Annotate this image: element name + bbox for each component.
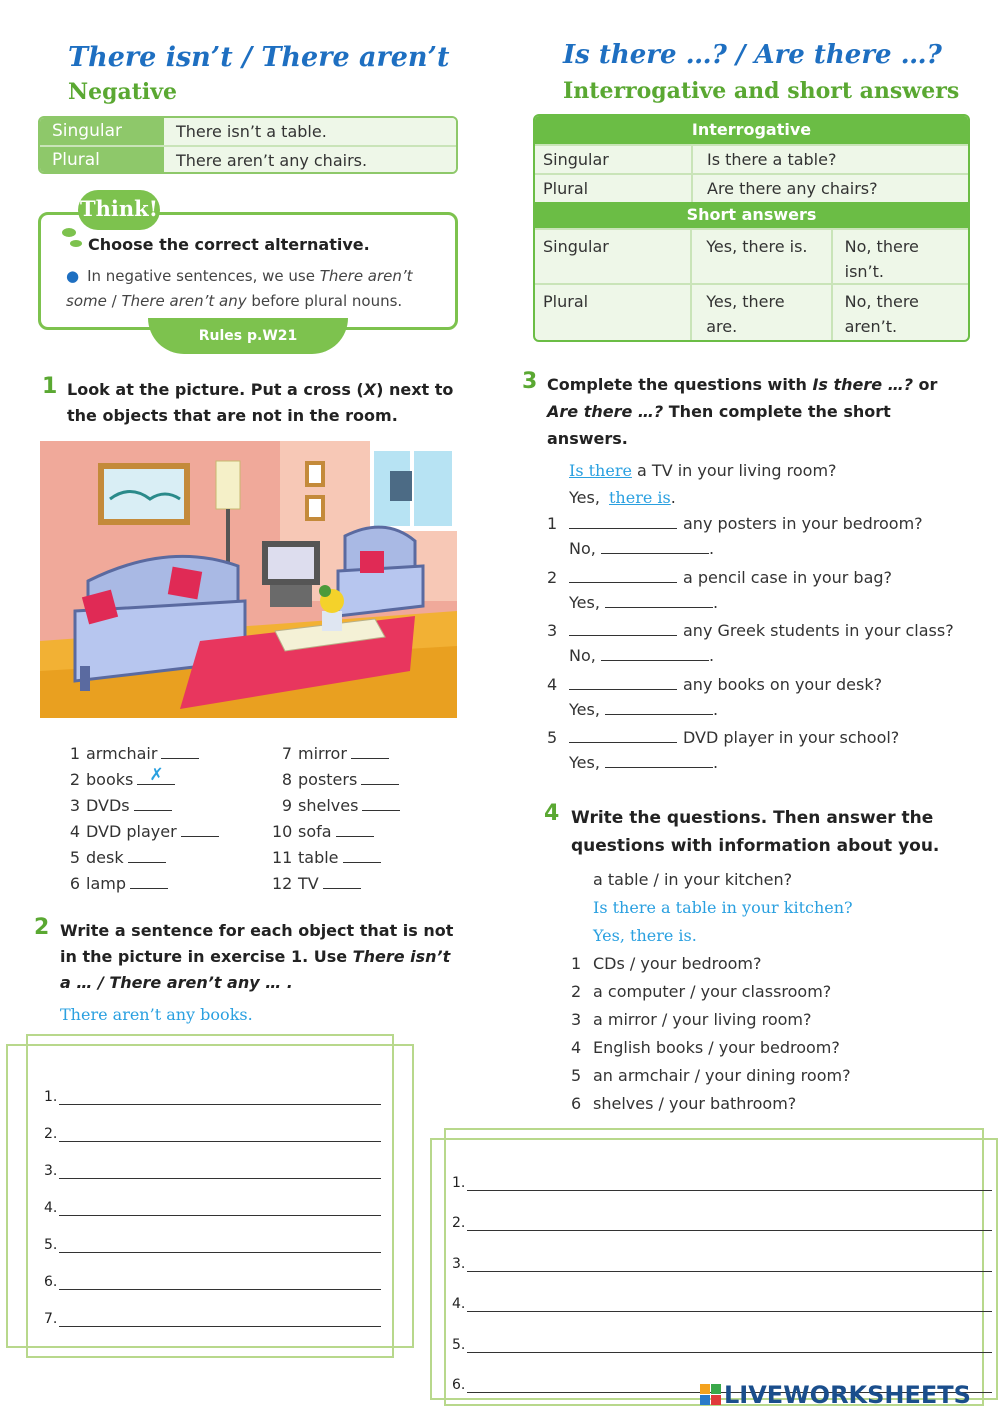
answer-line[interactable] [44, 1068, 381, 1105]
line-number: 3. [44, 1163, 58, 1179]
row-example [164, 147, 456, 172]
line-number: 2. [44, 1126, 58, 1142]
interrogative-table [533, 114, 970, 342]
question-number: 4 [547, 674, 558, 694]
example-question: Is there a table in your kitchen? [593, 898, 853, 917]
line-number: 6. [452, 1377, 466, 1393]
example-answer: Yes, there is. [593, 926, 697, 945]
item-label: sofa [298, 822, 332, 841]
item-label: DVDs [86, 796, 130, 815]
think-heading: Choose the correct alternative. [88, 235, 370, 254]
items-column-1 [60, 744, 219, 900]
answer-line: No, . [569, 539, 715, 558]
list-item [272, 770, 400, 796]
answer-line: Yes, . [569, 753, 719, 772]
item-number: 5 [571, 1066, 582, 1085]
item-number: 2 [69, 770, 80, 789]
question-blank[interactable] [569, 515, 677, 529]
exercise-3-instruction [547, 371, 967, 452]
item-text: CDs / your bedroom? [593, 954, 762, 973]
answer-blank[interactable] [605, 701, 713, 715]
answer-line[interactable] [44, 1179, 381, 1216]
answer-line[interactable] [44, 1253, 381, 1290]
question-line [547, 675, 954, 694]
row-example [693, 175, 968, 202]
list-item [571, 1010, 851, 1038]
right-title: Is there …? / Are there …? [563, 40, 942, 70]
question-line [547, 728, 954, 747]
question-text: any books on your desk? [683, 674, 883, 694]
question-blank[interactable] [569, 569, 677, 583]
item-number: 5 [69, 848, 80, 867]
answer-blank[interactable] [134, 797, 172, 811]
list-item [60, 744, 219, 770]
right-subtitle: Interrogative and short answers [563, 78, 960, 104]
answer-blank[interactable] [601, 540, 709, 554]
item-label: TV [298, 874, 319, 893]
answer-blank[interactable] [323, 875, 361, 889]
example-rest: a table? [767, 150, 837, 169]
row-example [164, 118, 456, 145]
item-text: English books / your bedroom? [593, 1038, 840, 1057]
answer-line[interactable] [452, 1150, 992, 1191]
logo-icon [700, 1384, 722, 1406]
item-text: a mirror / your living room? [593, 1010, 812, 1029]
answer-blank[interactable] [130, 875, 168, 889]
line-number: 5. [452, 1336, 466, 1353]
instruction-text: Look at the picture. Put a cross ( [67, 380, 364, 399]
living-room-picture [40, 441, 457, 718]
left-title: There isn’t / There aren’t [68, 42, 450, 73]
question-text: any Greek students in your class? [683, 621, 954, 640]
row-label: Plural [40, 147, 164, 172]
line-rule [59, 1104, 381, 1105]
line-number: 5. [44, 1237, 58, 1253]
item-number: 6 [571, 1094, 582, 1113]
cross-mark: ✗ [149, 765, 164, 785]
answer-blank[interactable] [361, 771, 399, 785]
item-label: desk [86, 848, 124, 867]
list-item [60, 765, 219, 796]
line-number: 4. [44, 1200, 58, 1216]
row-label: Plural [535, 175, 693, 202]
answer-prefix: No, [569, 646, 596, 665]
instruction-pattern: There isn’t a … / There aren’t any … . [60, 947, 451, 992]
item-number: 2 [571, 982, 582, 1001]
list-item [60, 796, 219, 822]
question-item [547, 621, 954, 675]
negative-table [38, 116, 458, 174]
line-number: 3. [452, 1255, 466, 1272]
line-rule [59, 1326, 381, 1327]
negative-row-plural [40, 145, 456, 172]
question-blank[interactable] [569, 676, 677, 690]
item-number: 7 [281, 744, 292, 763]
instruction-text: ) next to the objects that are not in the room. [67, 380, 454, 425]
list-item [60, 822, 219, 848]
item-number: 1 [69, 744, 80, 763]
exercise-number: 2 [34, 915, 50, 940]
line-number: 7. [44, 1311, 58, 1327]
list-item [571, 1038, 851, 1066]
answer-blank[interactable] [161, 745, 199, 759]
rules-tab[interactable]: Rules p.W21 [148, 318, 348, 354]
example-fill: there is [609, 488, 671, 507]
answer-line[interactable] [452, 1272, 992, 1313]
item-text: a computer / your classroom? [593, 982, 832, 1001]
line-rule [59, 1215, 381, 1216]
example-question [569, 461, 837, 480]
list-item [571, 1066, 851, 1094]
line-rule [467, 1190, 992, 1191]
list-item [571, 1094, 851, 1122]
question-number: 1 [547, 514, 558, 533]
item-number: 3 [571, 1010, 582, 1029]
answer-blank[interactable] [351, 745, 389, 759]
answer-blank[interactable] [601, 647, 709, 661]
bullet-dot-icon: ● [66, 267, 80, 285]
line-number: 4. [452, 1296, 466, 1312]
items-column-2 [272, 744, 400, 900]
question-text: any posters in your bedroom? [683, 514, 923, 533]
exercise-number: 3 [522, 369, 538, 394]
short-answer-no: No, there isn’t. [831, 230, 968, 283]
answer-line[interactable] [452, 1191, 992, 1232]
item-number: 11 [272, 848, 293, 867]
row-label: Singular [40, 118, 164, 145]
short-answer-yes: Yes, there is. [706, 237, 808, 256]
list-item [60, 874, 219, 900]
instruction-pattern: Is there …? [812, 375, 913, 394]
interrogative-row-plural [535, 173, 968, 202]
exercise-2-example: There aren’t any books. [60, 1005, 253, 1024]
question-number: 2 [547, 567, 558, 587]
question-line [547, 568, 954, 587]
line-number: 1. [452, 1174, 466, 1191]
line-number: 2. [452, 1215, 466, 1231]
bullet-option: There aren’t any [121, 292, 247, 310]
answer-blank[interactable] [336, 823, 374, 837]
exercise-4-items [571, 954, 851, 1122]
table-header: Interrogative [535, 116, 968, 144]
list-item [272, 822, 400, 848]
answer-line: No, . [569, 646, 715, 665]
answer-blank[interactable] [343, 849, 381, 863]
line-rule [467, 1311, 992, 1312]
answer-blank[interactable] [181, 823, 219, 837]
item-number: 8 [281, 770, 292, 789]
row-label: Plural [535, 285, 692, 340]
instruction-text: Write a sentence for each object that is not in the picture in exercise 1. Use [60, 921, 454, 966]
example-fill: Is there [569, 461, 632, 480]
answer-blank[interactable] [605, 594, 713, 608]
item-number: 4 [69, 822, 80, 841]
list-item [272, 796, 400, 822]
item-number: 1 [571, 954, 582, 973]
instruction-pattern: Are there …? [547, 402, 664, 421]
bullet-text: / [106, 292, 122, 310]
question-item [547, 514, 954, 568]
item-label: DVD player [86, 822, 177, 841]
question-number: 3 [547, 621, 558, 640]
line-rule [467, 1271, 992, 1272]
answer-line: Yes, . [569, 592, 719, 612]
item-number: 12 [272, 874, 293, 893]
list-item [272, 874, 400, 900]
item-label: lamp [86, 874, 126, 893]
answer-line[interactable] [44, 1105, 381, 1142]
answer-prefix: Yes, [569, 592, 600, 612]
table-header: Short answers [535, 202, 968, 228]
line-rule [467, 1230, 992, 1231]
answer-line[interactable] [44, 1290, 381, 1327]
instruction-text: Then complete the short answers. [547, 402, 891, 448]
example-verb: Are there [707, 179, 782, 198]
example-verb: There aren’t [176, 151, 275, 170]
bullet-text: In negative sentences, we use [87, 267, 320, 285]
row-label: Singular [535, 230, 692, 283]
answer-text: . [670, 488, 676, 507]
instruction-text: Complete the questions with [547, 375, 813, 394]
question-text: a TV in your living room? [631, 461, 837, 480]
answer-line[interactable] [452, 1231, 992, 1272]
item-label: shelves [298, 796, 359, 815]
question-blank[interactable] [569, 622, 677, 636]
answer-line[interactable] [44, 1216, 381, 1253]
left-subtitle: Negative [68, 79, 178, 105]
bullet-text: before plural nouns. [246, 292, 403, 310]
question-blank[interactable] [569, 729, 677, 743]
list-item [60, 848, 219, 874]
example-rest: any chairs. [274, 151, 368, 170]
example-verb: There isn’t [176, 122, 262, 141]
answer-lines-ex4 [452, 1150, 992, 1393]
bubble-dot [70, 240, 82, 247]
answer-line[interactable] [44, 1142, 381, 1179]
answer-blank[interactable] [128, 849, 166, 863]
short-answer-no: No, there aren’t. [831, 285, 968, 340]
item-number: 4 [571, 1038, 582, 1057]
exercise-2-instruction [60, 918, 460, 996]
line-rule [59, 1178, 381, 1179]
item-label: armchair [86, 744, 158, 763]
example-prompt: a table / in your kitchen? [593, 870, 793, 889]
answer-blank[interactable] [362, 797, 400, 811]
question-item [547, 675, 954, 729]
short-answer-yes: Yes, there are. [706, 292, 785, 336]
example-rest: any chairs? [781, 179, 878, 198]
negative-row-singular [40, 118, 456, 145]
short-answer-row-singular [535, 228, 968, 283]
answer-prefix: Yes, [569, 753, 600, 772]
answer-prefix: No, [569, 539, 596, 558]
interrogative-row-singular [535, 144, 968, 173]
exercise-number: 4 [544, 801, 560, 826]
answer-line[interactable] [452, 1312, 992, 1353]
bullet-option: There aren’t some [66, 267, 413, 310]
question-text: DVD player in your school? [683, 728, 900, 747]
row-example [693, 146, 968, 173]
row-label: Singular [535, 146, 693, 173]
answer-blank[interactable] [605, 754, 713, 768]
question-line [547, 514, 954, 533]
exercise-4-instruction: Write the questions. Then answer the questions with information about you. [571, 808, 940, 856]
line-rule [59, 1289, 381, 1290]
answer-text: Yes, [569, 488, 605, 507]
item-label: books [86, 770, 134, 789]
question-item [547, 568, 954, 622]
item-number: 9 [281, 796, 292, 815]
line-rule [59, 1141, 381, 1142]
question-line [547, 621, 954, 640]
list-item [571, 954, 851, 982]
answer-lines-ex2 [44, 1068, 381, 1327]
bubble-dot [62, 228, 76, 237]
line-rule [467, 1352, 992, 1353]
exercise-number: 1 [42, 374, 58, 399]
logo-text: LIVEWORKSHEETS [724, 1381, 971, 1409]
think-bubble: Think! [78, 190, 160, 230]
answer-prefix: Yes, [569, 699, 600, 719]
example-verb: Is there [707, 150, 768, 169]
question-number: 5 [547, 728, 558, 747]
instruction-text: or [912, 375, 938, 394]
question-text: a pencil case in your bag? [683, 567, 893, 587]
item-label: mirror [298, 744, 347, 763]
think-bullet [66, 264, 446, 314]
exercise-3-questions [547, 514, 954, 782]
list-item [272, 744, 400, 770]
item-number: 6 [69, 874, 80, 893]
item-label: table [298, 848, 339, 867]
exercise-1-instruction [67, 377, 457, 429]
line-number: 1. [44, 1089, 58, 1105]
answer-line: Yes, . [569, 699, 719, 719]
question-item [547, 728, 954, 782]
item-text: shelves / your bathroom? [593, 1094, 797, 1113]
example-rest: a table. [261, 122, 327, 141]
list-item [272, 848, 400, 874]
line-number: 6. [44, 1274, 58, 1290]
item-label: posters [298, 770, 358, 789]
liveworksheets-logo [700, 1381, 971, 1409]
line-rule [59, 1252, 381, 1253]
list-item [571, 982, 851, 1010]
item-text: an armchair / your dining room? [593, 1066, 851, 1085]
item-number: 10 [272, 822, 293, 841]
instruction-x: X [363, 380, 377, 399]
example-answer [569, 488, 676, 507]
short-answer-row-plural [535, 283, 968, 340]
item-number: 3 [69, 796, 80, 815]
answer-blank[interactable] [137, 765, 175, 785]
